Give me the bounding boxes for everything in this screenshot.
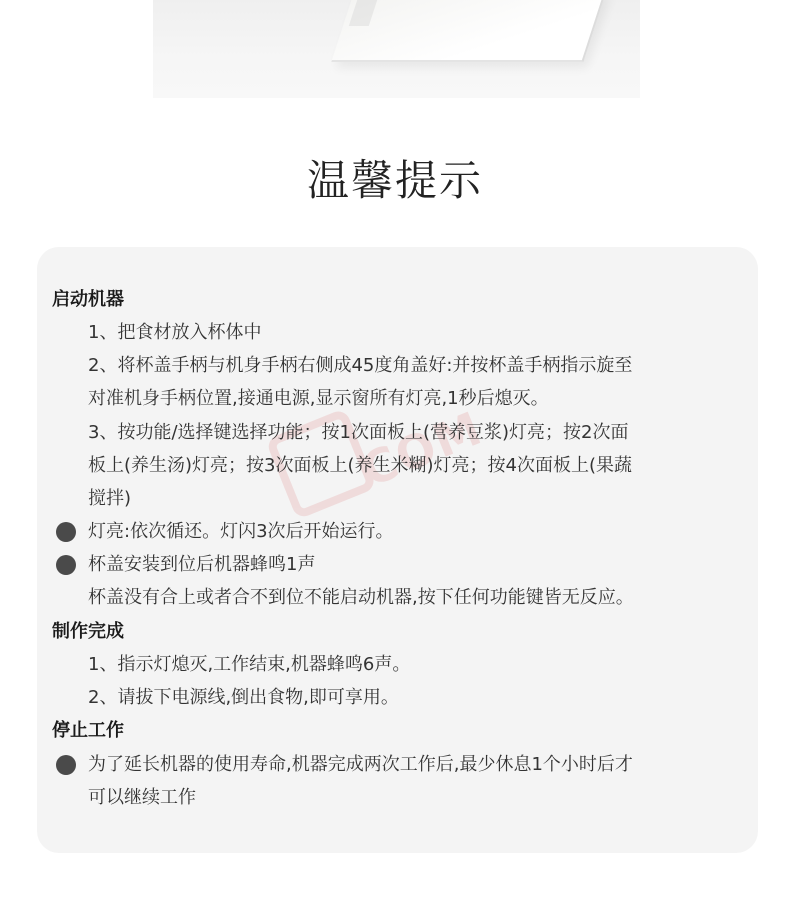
section-title-stop: 停止工作 xyxy=(52,720,124,741)
section-title-start: 启动机器 xyxy=(52,289,124,310)
bullet-icon xyxy=(56,555,76,575)
stop-note-line2: 可以继续工作 xyxy=(88,787,196,808)
start-note-2: 杯盖安装到位后机器蜂鸣1声 xyxy=(88,554,316,575)
start-note-1: 灯亮:依次循还。灯闪3次后开始运行。 xyxy=(88,521,394,542)
done-step-2: 2、请拔下电源线,倒出食物,即可享用。 xyxy=(88,687,399,708)
start-note-2-detail: 杯盖没有合上或者合不到位不能启动机器,按下任何功能键皆无反应。 xyxy=(88,587,634,608)
bullet-icon xyxy=(56,755,76,775)
done-step-1: 1、指示灯熄灭,工作结束,机器蜂鸣6声。 xyxy=(88,654,411,675)
start-step-2-line2: 对准机身手柄位置,接通电源,显示窗所有灯亮,1秒后熄灭。 xyxy=(88,388,549,409)
page-title: 温馨提示 xyxy=(306,156,483,205)
start-step-3-line3: 搅拌) xyxy=(88,488,132,509)
start-step-1: 1、把食材放入杯体中 xyxy=(88,322,262,343)
start-step-2-line1: 2、将杯盖手柄与机身手柄右侧成45度角盖好:并按杯盖手柄指示旋至 xyxy=(88,355,633,376)
section-title-done: 制作完成 xyxy=(52,621,124,642)
start-step-3-line1: 3、按功能/选择键选择功能；按1次面板上(营养豆浆)灯亮；按2次面 xyxy=(88,422,629,443)
start-step-3-line2: 板上(养生汤)灯亮；按3次面板上(养生米糊)灯亮；按4次面板上(果蔬 xyxy=(88,455,633,476)
bullet-icon xyxy=(56,522,76,542)
product-photo xyxy=(153,0,640,98)
stop-note-line1: 为了延长机器的使用寿命,机器完成两次工作后,最少休息1个小时后才 xyxy=(88,754,633,775)
